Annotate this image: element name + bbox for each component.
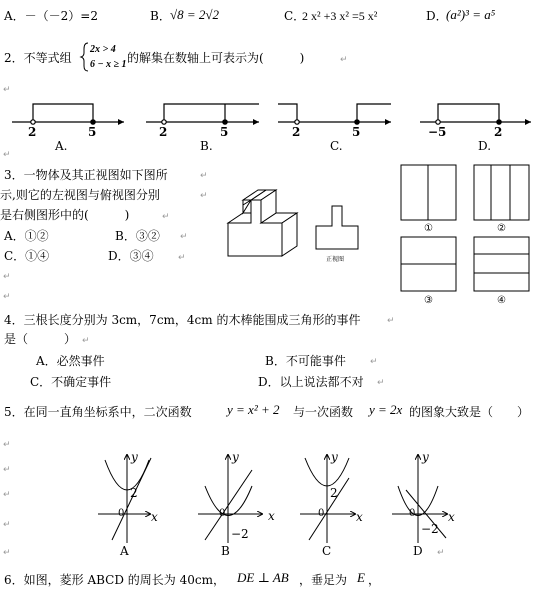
q2-a-letter: A. [55, 139, 68, 153]
return-mark: ↵ [82, 336, 90, 346]
q5-graph-b-mark: −2 [231, 527, 249, 541]
q5-graph-a-origin: 0 [118, 508, 125, 519]
q5-stem-mid: 与一次函数 [293, 405, 354, 419]
return-mark: ↵ [3, 85, 11, 95]
q2-d-tick-1: −5 [428, 125, 447, 139]
q4-stem: 4．三根长度分别为 3cm，7cm，4cm 的木棒能围成三角形的事件 [4, 313, 361, 327]
q3-line-3: 是右侧图形中的( ) [0, 208, 130, 222]
q2-c-letter: C. [330, 139, 343, 153]
q4-option-d: D．以上说法都不对 [258, 375, 364, 389]
q2-b-letter: B. [200, 139, 213, 153]
q5-graph-d-mark: −2 [421, 522, 439, 536]
q2-a-tick-2: 5 [88, 125, 97, 139]
q1-option-d-label: D． [426, 9, 448, 23]
q6-stem-pre: 6．如图，菱形 ABCD 的周长为 40cm， [4, 573, 225, 587]
q6-math-2: E [357, 570, 365, 585]
q2-stem-pre: 2．不等式组 [4, 51, 72, 65]
q5-graph-b-origin: 0 [219, 508, 226, 519]
q5-graph-d-y-label: y [422, 450, 429, 464]
q6-stem-post: ， [368, 573, 381, 587]
q5-graph-a-y-label: y [131, 450, 138, 464]
q2-b-tick-1: 2 [159, 125, 168, 139]
q2-d-letter: D. [478, 139, 492, 153]
q5-graph-b-y-label: y [232, 450, 239, 464]
q5-graph-c-letter: C [322, 544, 332, 558]
return-mark: ↵ [200, 171, 208, 181]
return-mark: ↵ [3, 520, 11, 530]
q1-option-d-math: (a²)³ = a⁵ [446, 7, 496, 22]
q5-stem-pre: 5．在同一直角坐标系中，二次函数 [4, 405, 192, 419]
q6-stem-mid: ，垂足为 [299, 573, 348, 587]
return-mark: ↵ [3, 272, 11, 282]
return-mark: ↵ [3, 465, 11, 475]
q2-inequality-1: 2x > 4 [90, 44, 116, 55]
q3-option-c: C．①④ [4, 249, 50, 263]
return-mark: ↵ [3, 490, 11, 500]
q3-front-view-label: 正视图 [326, 256, 345, 263]
q5-graph-d-x-label: x [448, 510, 455, 524]
q5-graph-d-origin: 0 [409, 508, 416, 519]
return-mark: ↵ [3, 292, 11, 302]
q2-c-tick-1: 2 [292, 125, 301, 139]
return-mark: ↵ [3, 440, 11, 450]
return-mark: ↵ [200, 191, 208, 201]
q1-option-b-label: B． [150, 9, 171, 23]
q5-graph-b-x-label: x [268, 509, 275, 523]
return-mark: ↵ [377, 378, 385, 388]
q4-option-c: C．不确定事件 [30, 375, 112, 389]
return-mark: ↵ [3, 150, 11, 160]
return-mark: ↵ [178, 253, 186, 263]
q3-option-d: D．③④ [108, 249, 154, 263]
q5-graph-c-origin: 0 [318, 508, 325, 519]
q2-stem-post: 的解集在数轴上可表示为( ) [127, 51, 305, 65]
return-mark: ↵ [340, 55, 348, 65]
q2-d-tick-2: 2 [494, 125, 503, 139]
q3-option-a: A．①② [4, 229, 49, 243]
q5-graph-b-letter: B [221, 544, 230, 558]
q3-line-2: 示,则它的左视图与俯视图分别 [0, 188, 160, 202]
return-mark: ↵ [180, 232, 188, 242]
q3-line-1: 3．一物体及其正视图如下图所 [4, 168, 168, 182]
q1-option-b-math: √8 = 2√2 [170, 7, 220, 22]
q2-b-tick-2: 5 [220, 125, 229, 139]
q6-math: DE ⊥ AB [237, 570, 289, 585]
q5-graph-a-x-label: x [151, 510, 158, 524]
q5-graph-a-letter: A [120, 544, 129, 558]
return-mark: ↵ [437, 548, 445, 558]
q5-graph-d-letter: D [413, 544, 423, 558]
q4-stem-2: 是（ ） [4, 332, 77, 346]
return-mark: ↵ [162, 212, 170, 222]
q5-quadratic: y = x² + 2 [227, 402, 280, 417]
q2-c-tick-2: 5 [352, 125, 361, 139]
q3-view-label-1: ① [424, 223, 433, 234]
q5-stem-post: 的图象大致是（ ） [409, 405, 530, 419]
q2-a-tick-1: 2 [28, 125, 37, 139]
q1-option-a: A．－（－2）=2 [4, 9, 98, 23]
q3-option-b: B．③② [115, 229, 160, 243]
q5-graph-c-y-label: y [331, 450, 338, 464]
q5-graph-c-x-label: x [356, 510, 363, 524]
q2-inequality-2: 6 − x ≥ 1 [90, 59, 127, 70]
q1-option-c-label: C． [284, 9, 306, 23]
q5-graph-c-mark: 2 [330, 486, 338, 500]
return-mark: ↵ [3, 548, 11, 558]
q3-view-label-3: ③ [424, 295, 433, 306]
q3-view-label-4: ④ [497, 295, 506, 306]
q5-linear: y = 2x [369, 402, 403, 417]
q4-option-b: B．不可能事件 [265, 354, 346, 368]
q3-view-label-2: ② [497, 223, 506, 234]
return-mark: ↵ [370, 357, 378, 367]
q1-option-c-math: 2 x² +3 x² =5 x² [302, 9, 378, 23]
q4-option-a: A．必然事件 [36, 354, 105, 368]
q5-graph-a-mark: 2 [130, 486, 138, 500]
return-mark: ↵ [387, 316, 395, 326]
